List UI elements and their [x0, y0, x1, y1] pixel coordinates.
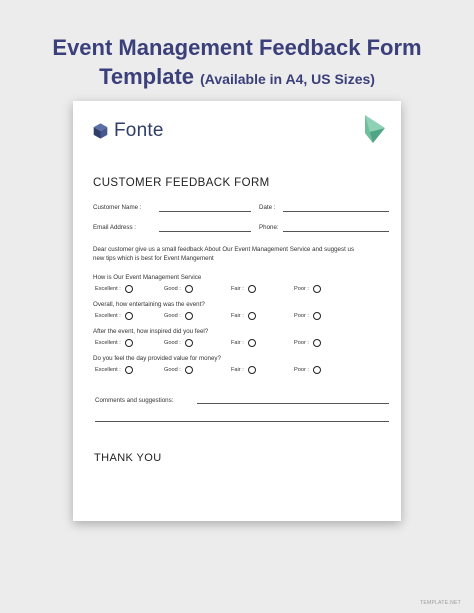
radio-icon[interactable] [125, 366, 133, 374]
option-label: Good : [164, 340, 181, 346]
q2-good-option[interactable] [164, 312, 193, 320]
page-title-sub: (Available in A4, US Sizes) [200, 71, 375, 87]
q3-poor-option[interactable] [294, 339, 321, 347]
option-label: Poor : [294, 313, 309, 319]
q1-fair-option[interactable] [231, 285, 256, 293]
question-3: After the event, how inspired did you feel? [93, 328, 209, 335]
q3-excellent-option[interactable] [95, 339, 133, 347]
date-line[interactable] [283, 211, 389, 212]
customer-name-line[interactable] [159, 211, 251, 212]
question-4: Do you feel the day provided value for money? [93, 355, 221, 362]
comments-label: Comments and suggestions: [95, 397, 174, 404]
watermark: TEMPLATE.NET [420, 600, 462, 606]
option-label: Fair : [231, 340, 244, 346]
option-label: Poor : [294, 367, 309, 373]
q4-fair-option[interactable] [231, 366, 256, 374]
radio-icon[interactable] [248, 285, 256, 293]
option-label: Good : [164, 367, 181, 373]
q1-good-option[interactable] [164, 285, 193, 293]
q4-excellent-option[interactable] [95, 366, 133, 374]
radio-icon[interactable] [248, 366, 256, 374]
option-label: Fair : [231, 286, 244, 292]
intro-text: Dear customer give us a small feedback About Our Event Management Service and suggest us new tips which is best for Event Mangement [93, 246, 355, 262]
comments-line-1[interactable] [197, 403, 389, 404]
option-label: Good : [164, 313, 181, 319]
comments-line-2[interactable] [95, 421, 389, 422]
radio-icon[interactable] [185, 366, 193, 374]
radio-icon[interactable] [125, 339, 133, 347]
radio-icon[interactable] [248, 339, 256, 347]
option-label: Excellent : [95, 313, 121, 319]
page-title [0, 33, 474, 94]
logo-text: Fonte [114, 120, 164, 141]
phone-label: Phone: [259, 224, 279, 231]
q4-good-option[interactable] [164, 366, 193, 374]
radio-icon[interactable] [313, 366, 321, 374]
thank-you-text: THANK YOU [94, 452, 162, 464]
customer-name-label: Customer Name : [93, 204, 142, 211]
q4-poor-option[interactable] [294, 366, 321, 374]
form-title: CUSTOMER FEEDBACK FORM [93, 177, 270, 189]
q3-good-option[interactable] [164, 339, 193, 347]
option-label: Excellent : [95, 367, 121, 373]
q3-fair-option[interactable] [231, 339, 256, 347]
question-1: How is Our Event Management Service [93, 274, 202, 281]
radio-icon[interactable] [125, 285, 133, 293]
option-label: Fair : [231, 313, 244, 319]
cube-logo-icon [92, 122, 109, 140]
radio-icon[interactable] [185, 285, 193, 293]
radio-icon[interactable] [313, 285, 321, 293]
option-label: Fair : [231, 367, 244, 373]
q2-excellent-option[interactable] [95, 312, 133, 320]
page-title-line2 [0, 62, 474, 94]
radio-icon[interactable] [185, 312, 193, 320]
option-label: Poor : [294, 340, 309, 346]
page-title-line1: Event Management Feedback Form [52, 35, 422, 60]
corner-leaf-icon [365, 115, 385, 143]
email-line[interactable] [159, 231, 251, 232]
q2-fair-option[interactable] [231, 312, 256, 320]
q2-poor-option[interactable] [294, 312, 321, 320]
option-label: Poor : [294, 286, 309, 292]
document-preview [73, 101, 401, 521]
q1-excellent-option[interactable] [95, 285, 133, 293]
logo [92, 120, 164, 142]
radio-icon[interactable] [313, 339, 321, 347]
radio-icon[interactable] [248, 312, 256, 320]
page-title-main: Template [99, 64, 195, 89]
option-label: Excellent : [95, 286, 121, 292]
q1-poor-option[interactable] [294, 285, 321, 293]
question-2: Overall, how entertaining was the event? [93, 301, 205, 308]
radio-icon[interactable] [313, 312, 321, 320]
email-label: Email Address : [93, 224, 136, 231]
radio-icon[interactable] [125, 312, 133, 320]
option-label: Good : [164, 286, 181, 292]
phone-line[interactable] [283, 231, 389, 232]
date-label: Date : [259, 204, 276, 211]
radio-icon[interactable] [185, 339, 193, 347]
option-label: Excellent : [95, 340, 121, 346]
